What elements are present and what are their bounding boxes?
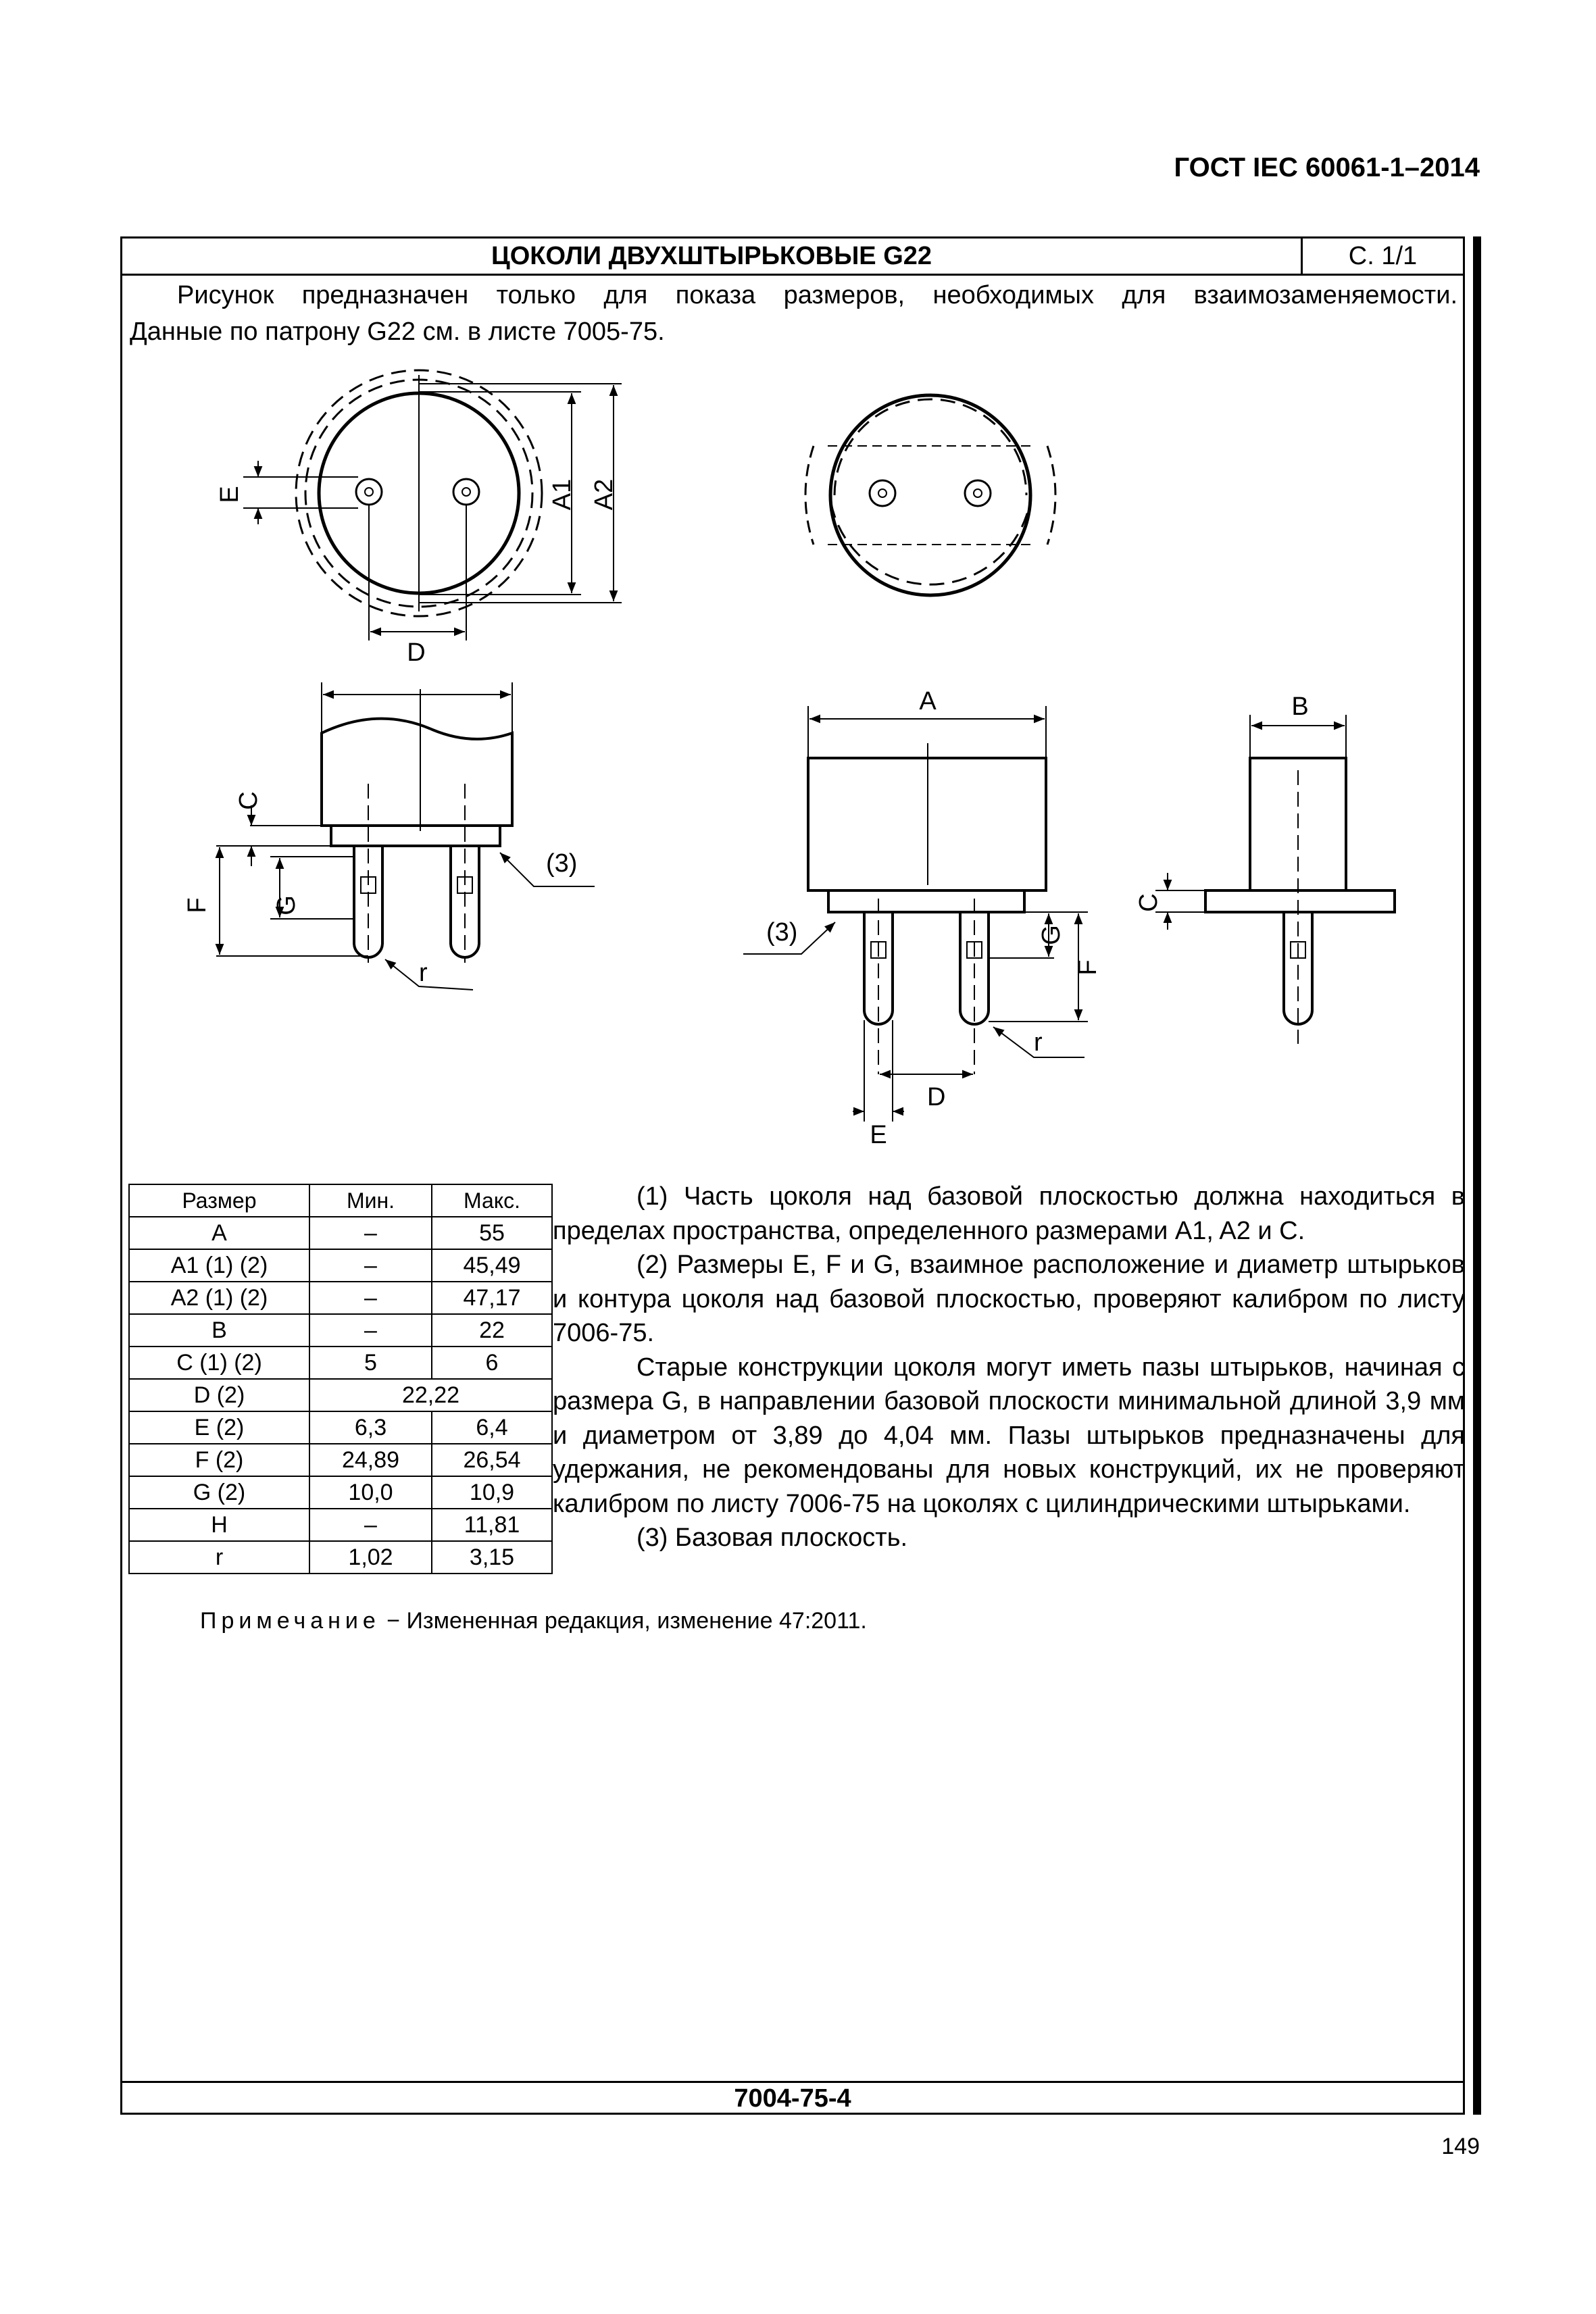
- label-G-left: G: [272, 895, 301, 915]
- sheet-title: ЦОКОЛИ ДВУХШТЫРЬКОВЫЕ G22: [491, 242, 932, 270]
- table-cell: 10,9: [432, 1476, 552, 1509]
- table-cell: A2 (1) (2): [129, 1282, 309, 1314]
- table-row: [129, 1411, 552, 1444]
- table-cell: 5: [309, 1347, 432, 1379]
- label-r-left: r: [419, 959, 428, 987]
- table-row: [129, 1444, 552, 1476]
- label-E-center: E: [870, 1121, 887, 1149]
- label-r-center: r: [1034, 1028, 1043, 1057]
- table-cell: –: [309, 1314, 432, 1347]
- sheet-page-ref: С. 1/1: [1348, 242, 1418, 270]
- table-row: [129, 1217, 552, 1249]
- table-cell: 24,89: [309, 1444, 432, 1476]
- table-row: [129, 1541, 552, 1574]
- page-number: 149: [1441, 2134, 1480, 2159]
- sheet-code: 7004-75-4: [734, 2084, 851, 2113]
- table-cell: B: [129, 1314, 309, 1347]
- label-ref3-left: (3): [546, 849, 578, 878]
- note-2-continued: Старые конструкции цоколя могут иметь пазы штырьков, начиная с размера G, в направлении базовой плоскости минимальной длиной 3,9 мм и диаметром от 3,89 до 4,04 мм. Пазы штырьков предназначены для удержания, не рекомендованы для новых конструкций, их не проверяют калибром по листу 7006-75 на цоколях с цилиндрическими штырьками.: [553, 1353, 1465, 1518]
- intro-line-2: Данные по патрону G22 см. в листе 7005-75.: [130, 318, 665, 346]
- note-2: (2) Размеры E, F и G, взаимное расположение и диаметр штырьков и контура цоколя над базовой плоскостью, проверяют калибром по листу 7006-75.: [553, 1251, 1465, 1347]
- col-header-min: Мин.: [309, 1184, 432, 1217]
- remark-label: Примечание: [200, 1608, 380, 1634]
- table-cell: –: [309, 1282, 432, 1314]
- table-cell: C (1) (2): [129, 1347, 309, 1379]
- table-cell: 6: [432, 1347, 552, 1379]
- table-cell: r: [129, 1541, 309, 1574]
- table-cell: 55: [432, 1217, 552, 1249]
- table-cell: –: [309, 1217, 432, 1249]
- notes-block: [553, 1180, 1465, 1555]
- col-header-size: Размер: [129, 1184, 309, 1217]
- table-cell: 3,15: [432, 1541, 552, 1574]
- side-view-left: [216, 682, 595, 990]
- table-cell: 6,4: [432, 1411, 552, 1444]
- table-cell: 22: [432, 1314, 552, 1347]
- label-A1: A1: [548, 478, 576, 511]
- table-row: [129, 1379, 552, 1411]
- table-cell: E (2): [129, 1411, 309, 1444]
- end-view-right: [805, 395, 1055, 595]
- table-cell: 22,22: [309, 1379, 552, 1411]
- table-cell: 1,02: [309, 1541, 432, 1574]
- table-cell: H: [129, 1509, 309, 1541]
- remark: [200, 1608, 867, 1634]
- col-header-max: Макс.: [432, 1184, 552, 1217]
- side-view-right: [1155, 693, 1395, 1044]
- table-cell: A1 (1) (2): [129, 1249, 309, 1282]
- label-F-center: F: [1074, 959, 1102, 976]
- intro-line-1: Рисунок предназначен только для показа размеров, необходимых для взаимозаменяемости.: [177, 281, 1457, 309]
- table-cell: 26,54: [432, 1444, 552, 1476]
- label-G-center: G: [1037, 925, 1066, 945]
- table-header-row: [129, 1184, 552, 1217]
- label-C-left: C: [234, 791, 263, 810]
- label-ref3-center: (3): [766, 918, 798, 947]
- table-row: [129, 1314, 552, 1347]
- table-row: [129, 1282, 552, 1314]
- label-D-top: D: [407, 638, 426, 667]
- remark-text: − Измененная редакция, изменение 47:2011.: [380, 1608, 867, 1634]
- table-cell: G (2): [129, 1476, 309, 1509]
- table-row: [129, 1476, 552, 1509]
- table-cell: –: [309, 1249, 432, 1282]
- table-row: [129, 1509, 552, 1541]
- dimensions-table: [128, 1184, 553, 1574]
- table-cell: 47,17: [432, 1282, 552, 1314]
- note-1: (1) Часть цоколя над базовой плоскостью должна находиться в пределах пространства, определенного размерами A1, A2 и C.: [553, 1182, 1465, 1245]
- label-C-right: C: [1134, 893, 1163, 912]
- table-cell: 45,49: [432, 1249, 552, 1282]
- label-F-left: F: [183, 897, 211, 913]
- label-E-top: E: [216, 486, 244, 503]
- table-cell: 10,0: [309, 1476, 432, 1509]
- table-row: [129, 1347, 552, 1379]
- label-A2: A2: [590, 478, 618, 511]
- label-B: B: [1291, 693, 1309, 721]
- table-cell: 6,3: [309, 1411, 432, 1444]
- table-row: [129, 1249, 552, 1282]
- standard-designation: ГОСТ IEC 60061-1–2014: [1174, 153, 1480, 182]
- note-3: (3) Базовая плоскость.: [637, 1524, 908, 1552]
- table-cell: –: [309, 1509, 432, 1541]
- label-D-center: D: [927, 1083, 946, 1111]
- label-A: A: [919, 687, 937, 715]
- table-cell: D (2): [129, 1379, 309, 1411]
- table-cell: F (2): [129, 1444, 309, 1476]
- table-cell: 11,81: [432, 1509, 552, 1541]
- table-cell: A: [129, 1217, 309, 1249]
